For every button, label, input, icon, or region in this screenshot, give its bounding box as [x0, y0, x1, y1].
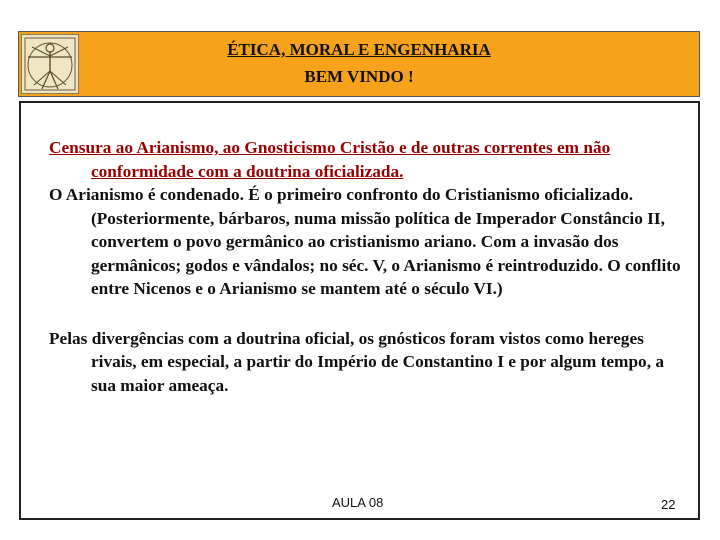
header-banner: [18, 31, 700, 97]
content-body: [49, 136, 689, 397]
footer-label: AULA 08: [332, 495, 384, 510]
paragraph-arianism: O Arianismo é condenado. É o primeiro confronto do Cristianismo oficializado. (Posteriormente, bárbaros, numa missão política de Imperador Constâncio II, convertem o povo germânico ao cristianismo ariano. Com a invasão dos germânicos; godos e vândalos; no séc. V, o Arianismo é reintroduzido. O conflito entre Nicenos e o Arianismo se mantem até o século VI.): [49, 185, 681, 298]
page-subtitle: BEM VINDO !: [304, 67, 414, 86]
paragraph-gnostics: Pelas divergências com a doutrina oficial, os gnósticos foram vistos como hereges rivais, em especial, a partir do Império de Constantino I e por algum tempo, a sua maior ameaça.: [49, 328, 664, 395]
page-number: 22: [661, 497, 676, 512]
page-title: ÉTICA, MORAL E ENGENHARIA: [227, 40, 491, 59]
section-heading: Censura ao Arianismo, ao Gnosticismo Cristão e de outras correntes em não conformidade com a doutrina oficializada.: [49, 138, 611, 181]
